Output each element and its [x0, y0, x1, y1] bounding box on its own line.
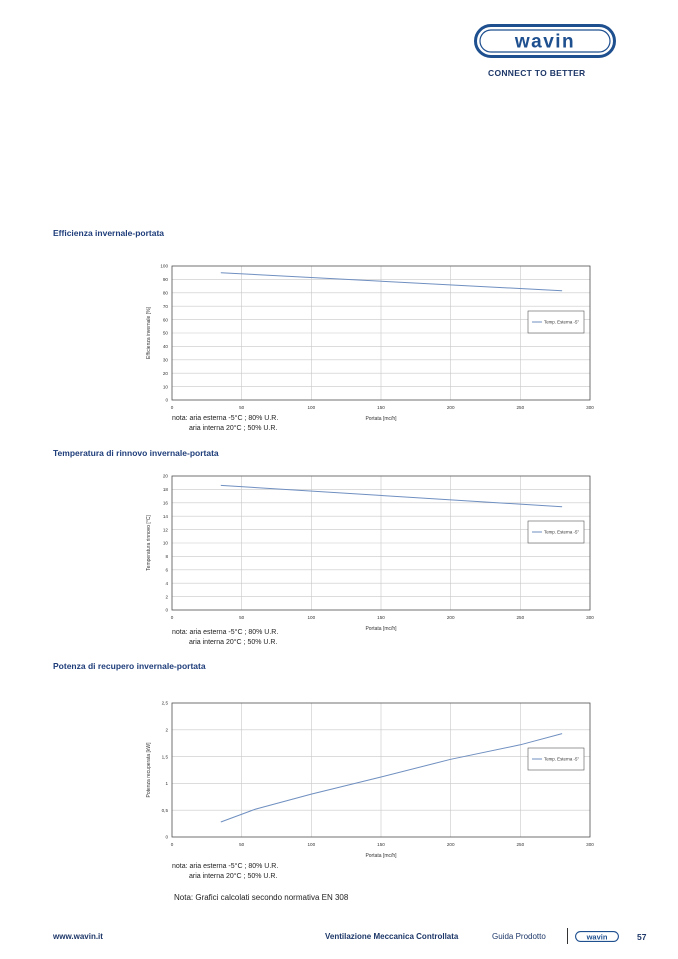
section-title-potenza: Potenza di recupero invernale-portata	[53, 661, 206, 671]
x-tick-label: 200	[446, 405, 455, 410]
y-axis-label: Efficienza invernale [%]	[146, 307, 152, 359]
y-tick-label: 20	[162, 473, 168, 479]
chart-potenza	[140, 699, 610, 864]
x-tick-label: 50	[239, 842, 245, 847]
wavin-logo	[474, 24, 616, 58]
y-tick-label: 100	[160, 263, 168, 269]
y-tick-label: 1	[165, 781, 168, 787]
x-tick-label: 0	[170, 405, 174, 410]
x-tick-label: 300	[586, 842, 594, 847]
footer-subtitle: Guida Prodotto	[492, 932, 546, 941]
series-line	[221, 273, 562, 291]
x-tick-label: 0	[170, 615, 174, 620]
footer-wavin-logo	[575, 931, 619, 942]
footer-title: Ventilazione Meccanica Controllata	[325, 932, 459, 941]
x-axis-label: Portata [mc/h]	[365, 626, 397, 632]
note-line-2: aria interna 20°C ; 50% U.R.	[189, 425, 278, 432]
page-number: 57	[637, 932, 647, 942]
y-tick-label: 4	[165, 580, 168, 586]
x-tick-label: 250	[516, 842, 525, 847]
chart-note-efficienza	[172, 414, 278, 434]
chart-temperatura	[140, 472, 610, 637]
y-tick-label: 1,5	[161, 754, 168, 760]
x-tick-label: 150	[377, 615, 385, 620]
x-axis-label: Portata [mc/h]	[365, 853, 397, 859]
y-tick-label: 10	[162, 540, 168, 546]
x-axis-label: Portata [mc/h]	[365, 416, 397, 422]
footer-logo-wordmark: wavin	[586, 932, 608, 942]
footer-divider	[567, 928, 568, 944]
x-tick-label: 50	[239, 405, 245, 410]
y-tick-label: 12	[162, 527, 168, 533]
x-tick-label: 250	[516, 615, 525, 620]
y-tick-label: 70	[162, 303, 168, 309]
x-tick-label: 100	[307, 842, 316, 847]
y-tick-label: 60	[162, 317, 168, 323]
y-tick-label: 90	[162, 277, 168, 283]
x-tick-label: 0	[170, 842, 174, 847]
note-line-1: nota: aria esterna -5°C ; 80% U.R.	[172, 629, 279, 636]
y-tick-label: 40	[162, 344, 168, 350]
note-line-2: aria interna 20°C ; 50% U.R.	[189, 873, 278, 880]
y-tick-label: 0,5	[161, 807, 168, 813]
y-tick-label: 80	[162, 290, 168, 296]
x-tick-label: 250	[516, 405, 525, 410]
series-line	[221, 734, 562, 822]
y-tick-label: 2	[165, 727, 168, 733]
y-tick-label: 2	[165, 594, 168, 600]
y-axis-label: Temperatura rinnovo [°C]	[146, 515, 152, 571]
y-axis-label: Potenza recuperata [kW]	[146, 742, 152, 798]
x-tick-label: 200	[446, 615, 455, 620]
y-tick-label: 30	[162, 357, 168, 363]
y-tick-label: 0	[165, 607, 168, 613]
y-tick-label: 14	[162, 513, 168, 519]
chart-efficienza	[140, 262, 610, 427]
legend-label: Temp. Esterna -5°	[544, 529, 580, 535]
x-tick-label: 50	[239, 615, 245, 620]
footer-url[interactable]: www.wavin.it	[53, 932, 103, 941]
section-title-efficienza: Efficienza invernale-portata	[53, 228, 165, 238]
y-tick-label: 50	[162, 330, 168, 336]
y-tick-label: 8	[165, 554, 168, 560]
y-tick-label: 2,5	[161, 700, 168, 706]
y-tick-label: 10	[162, 384, 168, 390]
x-tick-label: 300	[586, 405, 594, 410]
legend-label: Temp. Esterna -5°	[544, 756, 580, 762]
x-tick-label: 150	[377, 405, 385, 410]
x-tick-label: 150	[377, 842, 385, 847]
chart-note-temperatura	[172, 628, 278, 648]
chart-note-potenza	[172, 862, 278, 882]
section-title-temperatura: Temperatura di rinnovo invernale-portata	[53, 448, 219, 458]
note-line-2: aria interna 20°C ; 50% U.R.	[189, 639, 278, 646]
y-tick-label: 6	[165, 567, 168, 573]
x-tick-label: 100	[307, 615, 316, 620]
footnote-en308: Nota: Grafici calcolati secondo normativa EN 308	[174, 893, 349, 902]
note-line-1: nota: aria esterna -5°C ; 80% U.R.	[172, 415, 279, 422]
y-tick-label: 18	[162, 487, 168, 493]
y-tick-label: 0	[165, 397, 168, 403]
y-tick-label: 0	[165, 834, 168, 840]
y-tick-label: 20	[162, 370, 168, 376]
y-tick-label: 16	[162, 500, 168, 506]
legend-label: Temp. Esterna -5°	[544, 319, 580, 325]
x-tick-label: 200	[446, 842, 455, 847]
logo-wordmark: wavin	[514, 31, 576, 53]
x-tick-label: 100	[307, 405, 316, 410]
tagline: CONNECT TO BETTER	[488, 68, 586, 78]
series-line	[221, 485, 562, 506]
x-tick-label: 300	[586, 615, 594, 620]
note-line-1: nota: aria esterna -5°C ; 80% U.R.	[172, 863, 279, 870]
